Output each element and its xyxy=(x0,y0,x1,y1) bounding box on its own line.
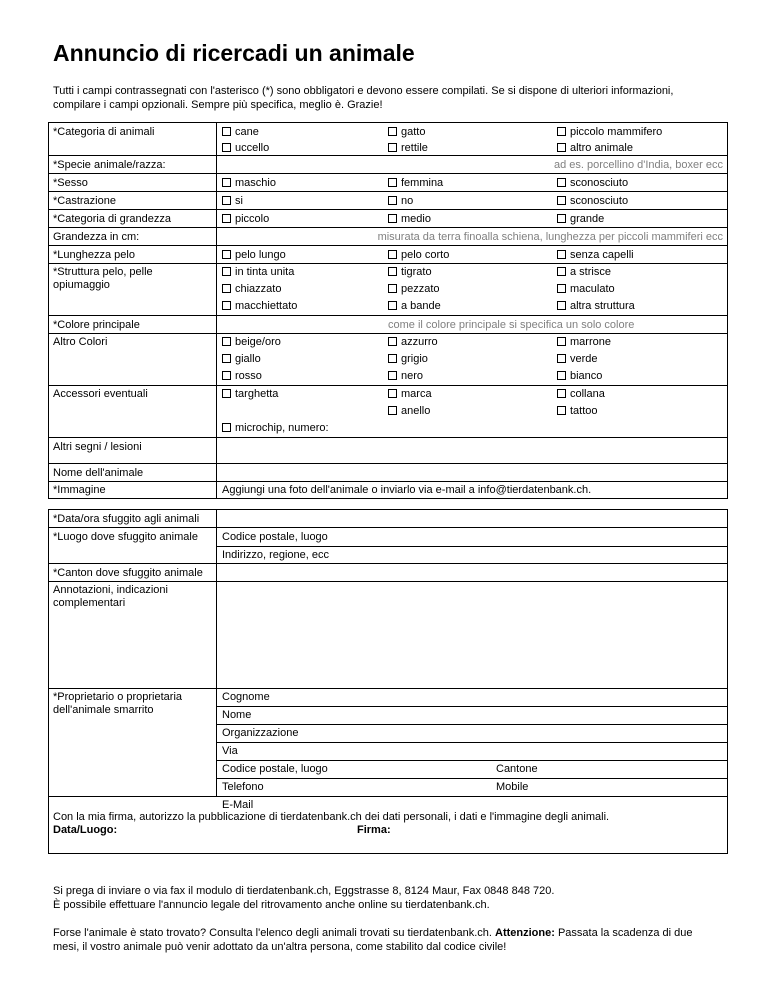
option-femmina[interactable]: femmina xyxy=(388,177,443,190)
luogo-line-2: Indirizzo, regione, ecc xyxy=(222,549,329,561)
option-senza-capelli[interactable]: senza capelli xyxy=(557,249,634,262)
checkbox[interactable] xyxy=(222,127,231,136)
checkbox[interactable] xyxy=(557,127,566,136)
checkbox[interactable] xyxy=(388,127,397,136)
owner-nome: Nome xyxy=(222,709,252,721)
data-label: *Data/ora sfuggito agli animali xyxy=(53,513,200,525)
checkbox[interactable] xyxy=(222,301,231,310)
footer-line-1: Si prega di inviare o via fax il modulo di tierdatenbank.ch, Eggstrasse 8, 8124 Maur, Fax 0848 848 720. xyxy=(53,885,555,897)
option-pelo-corto[interactable]: pelo corto xyxy=(388,249,449,262)
checkbox[interactable] xyxy=(388,178,397,187)
option-uccello[interactable]: uccello xyxy=(222,142,269,155)
checkbox[interactable] xyxy=(222,389,231,398)
checkbox[interactable] xyxy=(557,250,566,259)
castrazione-label: *Castrazione xyxy=(53,195,116,207)
checkbox[interactable] xyxy=(557,196,566,205)
page-title: Annuncio di ricercadi un animale xyxy=(53,40,415,66)
option-no[interactable]: no xyxy=(388,195,413,208)
option-si[interactable]: si xyxy=(222,195,243,208)
option-marca[interactable]: marca xyxy=(388,388,432,401)
option-piccolo-mammifero[interactable]: piccolo mammifero xyxy=(557,126,662,139)
checkbox[interactable] xyxy=(557,214,566,223)
option-bianco[interactable]: bianco xyxy=(557,370,602,383)
option-verde[interactable]: verde xyxy=(557,353,598,366)
luogo-label: *Luogo dove sfuggito animale xyxy=(53,531,198,543)
footer-p2-tail: Passata la scadenza di due mesi, il vostro animale può venir adottato da un'altra persona, come stabilito dal codice civile! xyxy=(53,927,693,953)
option-castrazione-sconosciuto[interactable]: sconosciuto xyxy=(557,195,628,208)
option-anello[interactable]: anello xyxy=(388,405,430,418)
option-tigrato[interactable]: tigrato xyxy=(388,266,432,279)
option-a-bande[interactable]: a bande xyxy=(388,300,441,313)
checkbox[interactable] xyxy=(557,178,566,187)
consent-text: Con la mia firma, autorizzo la pubblicazione di tierdatenbank.ch dei dati personali, i dati e l'immagine degli animali. xyxy=(53,811,610,823)
option-grigio[interactable]: grigio xyxy=(388,353,428,366)
checkbox[interactable] xyxy=(557,354,566,363)
option-gatto[interactable]: gatto xyxy=(388,126,425,139)
checkbox[interactable] xyxy=(222,178,231,187)
checkbox[interactable] xyxy=(557,389,566,398)
checkbox[interactable] xyxy=(557,371,566,380)
checkbox[interactable] xyxy=(388,406,397,415)
option-tattoo[interactable]: tattoo xyxy=(557,405,598,418)
checkbox[interactable] xyxy=(388,301,397,310)
option-targhetta[interactable]: targhetta xyxy=(222,388,278,401)
owner-telefono: Telefono xyxy=(222,781,264,793)
luogo-line-1: Codice postale, luogo xyxy=(222,531,328,543)
owner-codice-postale: Codice postale, luogo xyxy=(222,763,328,775)
option-beige-oro[interactable]: beige/oro xyxy=(222,336,281,349)
checkbox[interactable] xyxy=(222,267,231,276)
option-collana[interactable]: collana xyxy=(557,388,605,401)
checkbox[interactable] xyxy=(557,337,566,346)
option-grande[interactable]: grande xyxy=(557,213,604,226)
checkbox[interactable] xyxy=(388,267,397,276)
checkbox[interactable] xyxy=(388,337,397,346)
option-rettile[interactable]: rettile xyxy=(388,142,428,155)
option-cane[interactable]: cane xyxy=(222,126,259,139)
footer-paragraph-1 xyxy=(53,884,718,912)
checkbox[interactable] xyxy=(222,423,231,432)
footer-paragraph-2 xyxy=(53,926,718,954)
checkbox[interactable] xyxy=(222,196,231,205)
checkbox[interactable] xyxy=(388,143,397,152)
option-maculato[interactable]: maculato xyxy=(557,283,615,296)
owner-cognome: Cognome xyxy=(222,691,270,703)
canton-label: *Canton dove sfuggito animale xyxy=(53,567,203,579)
loss-table xyxy=(48,509,728,854)
checkbox[interactable] xyxy=(222,284,231,293)
pelo-label: *Lunghezza pelo xyxy=(53,249,135,261)
option-azzurro[interactable]: azzurro xyxy=(388,336,438,349)
footer-line-2: È possibile effettuare l'annuncio legale del ritrovamento anche online su tierdatenbank.ch. xyxy=(53,899,490,911)
option-medio[interactable]: medio xyxy=(388,213,431,226)
option-sesso-sconosciuto[interactable]: sconosciuto xyxy=(557,177,628,190)
grandezza-cm-label: Grandezza in cm: xyxy=(53,231,140,243)
checkbox[interactable] xyxy=(557,301,566,310)
specie-hint: ad es. porcellino d'India, boxer ecc xyxy=(553,159,723,171)
colore-label: *Colore principale xyxy=(53,319,140,331)
nome-label: Nome dell'animale xyxy=(53,467,144,479)
checkbox[interactable] xyxy=(388,284,397,293)
struttura-label: *Struttura pelo, pelle opiumaggio xyxy=(53,266,153,291)
option-rosso[interactable]: rosso xyxy=(222,370,262,383)
checkbox[interactable] xyxy=(557,284,566,293)
intro-text: Tutti i campi contrassegnati con l'asterisco (*) sono obbligatori e devono essere compilati. Se si dispone di ulteriori informazioni, compilare i campi opzionali. Sempre più specifica, meglio è. Grazie! xyxy=(53,85,674,111)
annotazioni-label: Annotazioni, indicazioni complementari xyxy=(53,584,168,609)
immagine-label: *Immagine xyxy=(53,484,106,496)
specie-label: *Specie animale/razza: xyxy=(53,159,166,171)
immagine-text: Aggiungi una foto dell'animale o inviarlo via e-mail a info@tierdatenbank.ch. xyxy=(222,484,592,496)
checkbox[interactable] xyxy=(388,214,397,223)
categoria-label: *Categoria di animali xyxy=(53,126,155,138)
option-altra-struttura[interactable]: altra struttura xyxy=(557,300,635,313)
checkbox[interactable] xyxy=(222,337,231,346)
owner-cantone: Cantone xyxy=(496,763,538,775)
segni-label: Altri segni / lesioni xyxy=(53,441,142,453)
footer-p2-text: Forse l'animale è stato trovato? Consulta l'elenco degli animali trovati su tierdatenbank.ch. xyxy=(53,927,495,939)
checkbox[interactable] xyxy=(388,196,397,205)
colore-hint: come il colore principale si specifica un solo colore xyxy=(388,319,635,331)
animal-table xyxy=(48,122,728,499)
option-nero[interactable]: nero xyxy=(388,370,423,383)
option-marrone[interactable]: marrone xyxy=(557,336,611,349)
checkbox[interactable] xyxy=(557,406,566,415)
option-pezzato[interactable]: pezzato xyxy=(388,283,440,296)
option-a-strisce[interactable]: a strisce xyxy=(557,266,611,279)
firma-label: Firma: xyxy=(357,824,391,836)
checkbox[interactable] xyxy=(388,250,397,259)
option-altro-animale[interactable]: altro animale xyxy=(557,142,633,155)
checkbox[interactable] xyxy=(388,371,397,380)
data-luogo-label: Data/Luogo: xyxy=(53,824,118,836)
option-maschio[interactable]: maschio xyxy=(222,177,276,190)
option-chiazzato[interactable]: chiazzato xyxy=(222,283,281,296)
owner-email: E-Mail xyxy=(222,799,254,811)
grandezza-cm-hint: misurata da terra finoalla schiena, lunghezza per piccoli mammiferi ecc xyxy=(377,231,723,243)
grandezza-cat-label: *Categoria di grandezza xyxy=(53,213,172,225)
option-microchip[interactable]: microchip, numero: xyxy=(222,422,329,435)
checkbox[interactable] xyxy=(222,250,231,259)
owner-organizzazione: Organizzazione xyxy=(222,727,299,739)
checkbox[interactable] xyxy=(222,143,231,152)
owner-mobile: Mobile xyxy=(496,781,529,793)
option-macchiettato[interactable]: macchiettato xyxy=(222,300,297,313)
footer-attention: Attenzione: xyxy=(495,927,555,939)
option-piccolo[interactable]: piccolo xyxy=(222,213,269,226)
checkbox[interactable] xyxy=(222,354,231,363)
checkbox[interactable] xyxy=(388,389,397,398)
altri-colori-label: Altro Colori xyxy=(53,336,108,348)
owner-label: *Proprietario o proprietaria dell'animale smarrito xyxy=(53,691,183,716)
checkbox[interactable] xyxy=(388,354,397,363)
checkbox[interactable] xyxy=(557,267,566,276)
option-in-tinta-unita[interactable]: in tinta unita xyxy=(222,266,294,279)
accessori-label: Accessori eventuali xyxy=(53,388,148,400)
checkbox[interactable] xyxy=(222,371,231,380)
sesso-label: *Sesso xyxy=(53,177,88,189)
checkbox[interactable] xyxy=(222,214,231,223)
checkbox[interactable] xyxy=(557,143,566,152)
owner-via: Via xyxy=(222,745,238,757)
option-pelo-lungo[interactable]: pelo lungo xyxy=(222,249,286,262)
option-giallo[interactable]: giallo xyxy=(222,353,261,366)
